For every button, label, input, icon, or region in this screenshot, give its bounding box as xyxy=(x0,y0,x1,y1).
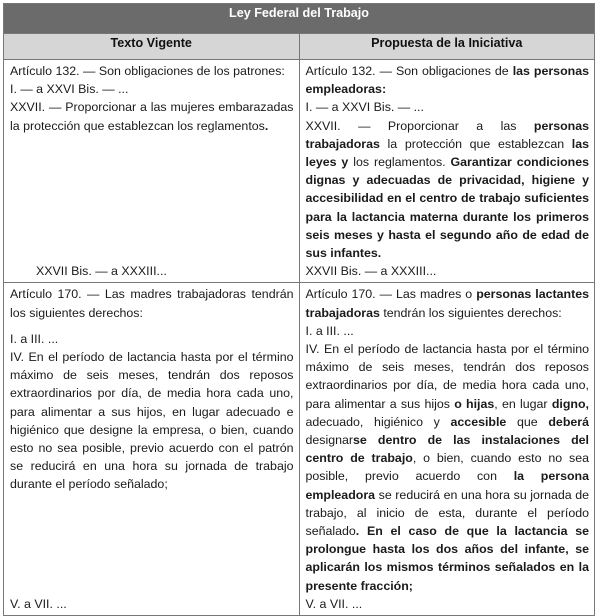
bold-text: deberá xyxy=(548,414,589,429)
table-title: Ley Federal del Trabajo xyxy=(4,4,595,34)
text-run: designar xyxy=(305,433,354,448)
bold-text: las personas empleadoras: xyxy=(305,64,589,97)
text-run: XXVII. — Proporcionar a las mujeres embarazadas la protección que establezcan los reglamentos xyxy=(10,100,294,133)
current-text-cell-art132 xyxy=(4,60,300,283)
bold-text: Garantizar condiciones dignas y adecuadas de privacidad, higiene y accesibilidad en el centro de trabajo suficientes para la lactancia materna durante los primeros seis meses y hasta el segundo año de edad de sus infantes. xyxy=(305,155,590,261)
table-row xyxy=(4,283,595,616)
proposal-cell-art170 xyxy=(299,283,595,616)
paragraph: Artículo 132. — Son obligaciones de los patrones: xyxy=(10,64,285,78)
text-run: Artículo 170. — Las madres o xyxy=(305,287,477,302)
text-run: IV. En el período de lactancia hasta por el término máximo de seis meses, tendrán dos reposos extraordinarios por día, de media hora cada uno, para alimentar a sus hijos xyxy=(305,342,589,411)
text-run: , o bien, cuando esto no sea posible, previo acuerdo con xyxy=(305,451,589,484)
paragraph xyxy=(10,98,294,134)
text-run: XXVII. — Proporcionar a las xyxy=(305,118,534,133)
text-run: adecuado, higiénico y xyxy=(305,414,451,429)
paragraph xyxy=(306,117,590,263)
paragraph xyxy=(306,285,590,321)
paragraph: I. — a XXVI Bis. — ... xyxy=(305,100,424,115)
paragraph: IV. En el período de lactancia hasta por el término máximo de seis meses, tendrán dos reposos extraordinarios por día, de media hora cada uno, para alimentar a sus hijos, en lugar adecuado e higiénico que designe la empresa, o bien, cuando esto no sea posible, previo acuerdo con el patrón se reducirá en una hora su jornada de trabajo durante el período señalado; xyxy=(10,350,294,492)
text-run: se reducirá en una hora su jornada de trabajo, al inicio de esta, durante el período señalado xyxy=(305,487,589,539)
paragraph xyxy=(306,62,590,98)
text-run: los reglamentos. xyxy=(348,155,451,170)
table-row xyxy=(4,60,595,283)
bold-text: o hijas xyxy=(454,396,495,411)
bold-text: . En el caso de que la lactancia se prolongue hasta los dos años del infante, se aplicarán los mismos términos señalados en la presente fracción; xyxy=(305,524,589,593)
text-run: Artículo 132. — Son obligaciones de xyxy=(305,64,513,78)
law-comparison-table xyxy=(3,3,595,616)
paragraph: I. a III. ... xyxy=(305,323,354,338)
column-header-proposal: Propuesta de la Iniciativa xyxy=(299,34,595,60)
text-run: , en lugar xyxy=(494,396,552,411)
paragraph: I. a III. ... xyxy=(10,331,59,346)
paragraph xyxy=(306,340,590,595)
bold-text: . xyxy=(264,118,269,133)
current-text-cell-art170 xyxy=(4,283,300,616)
bold-text: personas lactantes trabajadoras xyxy=(305,287,589,320)
text-run: la protección que establezcan xyxy=(379,136,572,151)
paragraph: XXVII Bis. — a XXXIII... xyxy=(36,264,167,279)
bold-text: accesible xyxy=(450,414,507,429)
paragraph: V. a VII. ... xyxy=(305,596,363,611)
text-run: tendrán los siguientes derechos: xyxy=(379,305,562,320)
bold-text: la persona empleadora xyxy=(305,469,590,502)
paragraph: V. a VII. ... xyxy=(10,596,67,611)
bold-text: personas trabajadoras xyxy=(305,118,589,151)
paragraph: XXVII Bis. — a XXXIII... xyxy=(305,264,437,279)
paragraph: I. — a XXVI Bis. — ... xyxy=(10,82,129,97)
text-run: que xyxy=(506,414,549,429)
paragraph: Artículo 170. — Las madres trabajadoras tendrán los siguientes derechos: xyxy=(10,287,294,320)
bold-text: digno, xyxy=(551,396,589,411)
column-header-current-text: Texto Vigente xyxy=(4,34,300,60)
bold-text: las leyes y xyxy=(305,136,589,170)
bold-text: se dentro de las instalaciones del centro de trabajo xyxy=(305,433,589,466)
proposal-cell-art132 xyxy=(299,60,595,283)
